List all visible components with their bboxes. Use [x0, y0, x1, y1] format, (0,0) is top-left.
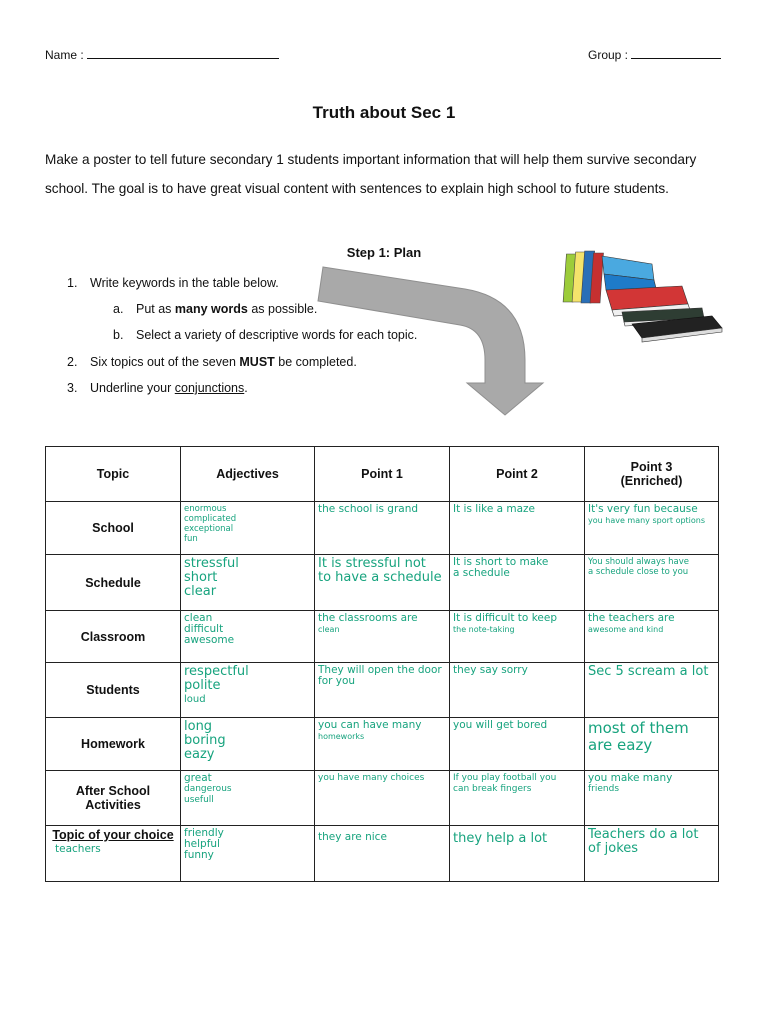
text-fragment: as possible.: [247, 302, 318, 316]
adjectives-cell[interactable]: [181, 502, 315, 555]
handwritten-text: It is like a maze: [453, 503, 536, 515]
handwritten-text: eazy: [184, 747, 215, 762]
list-number: b.: [113, 328, 124, 342]
table-header-row: [46, 447, 719, 502]
topic-cell: Classroom: [46, 611, 181, 663]
point3-cell[interactable]: [585, 502, 719, 555]
handwritten-text: complicated: [184, 514, 237, 524]
handwritten-text: for you: [318, 675, 356, 687]
handwritten-text: you make many: [588, 772, 673, 784]
topic-cell: Students: [46, 663, 181, 718]
handwritten-text: awesome and kind: [588, 625, 664, 634]
handwritten-text: a schedule close to you: [588, 567, 689, 577]
step-title: Step 1: Plan: [346, 245, 422, 260]
handwritten-text: helpful: [184, 838, 220, 850]
handwritten-text: fun: [184, 534, 198, 544]
list-number: 2.: [67, 355, 78, 369]
handwritten-text: dangerous: [184, 784, 232, 794]
handwritten-text: the school is grand: [318, 503, 419, 515]
topic-cell: [46, 771, 181, 826]
text-fragment: be completed.: [274, 355, 357, 369]
header-adjectives: Adjectives: [181, 447, 315, 502]
handwritten-text[interactable]: teachers: [55, 843, 101, 855]
header-point3-sub: (Enriched): [620, 474, 683, 488]
header-point1: Point 1: [315, 447, 450, 502]
point2-cell[interactable]: [450, 502, 585, 555]
point3-cell[interactable]: [585, 826, 719, 882]
handwritten-text: you will get bored: [453, 719, 548, 731]
handwritten-text: the teachers are: [588, 612, 675, 624]
list-item-text: Write keywords in the table below.: [90, 276, 279, 290]
table-row: [46, 502, 719, 555]
text-fragment: Put as: [136, 302, 175, 316]
handwritten-text: friendly: [184, 827, 224, 839]
handwritten-text: awesome: [184, 634, 235, 646]
point2-cell[interactable]: [450, 663, 585, 718]
point3-cell[interactable]: [585, 771, 719, 826]
handwritten-text: short: [184, 570, 218, 585]
group-field[interactable]: [588, 47, 721, 62]
stack-of-books-icon: [562, 246, 727, 346]
point3-cell[interactable]: [585, 611, 719, 663]
list-number: 3.: [67, 381, 78, 395]
group-line: [631, 47, 721, 59]
planning-table: [45, 446, 719, 882]
handwritten-text: they say sorry: [453, 664, 528, 676]
handwritten-text: clean: [318, 625, 340, 634]
point3-cell[interactable]: [585, 663, 719, 718]
curved-arrow-icon: [315, 265, 550, 420]
handwritten-text: of jokes: [588, 841, 639, 856]
handwritten-text: they are nice: [318, 831, 387, 843]
text-bold: many words: [174, 302, 248, 316]
handwritten-text: most of them: [588, 719, 689, 737]
handwritten-text: you have many choices: [318, 773, 425, 783]
handwritten-text: funny: [184, 849, 214, 861]
handwritten-text: It is short to make: [453, 556, 549, 568]
handwritten-text: polite: [184, 678, 221, 693]
list-item-text: Select a variety of descriptive words for each topic.: [136, 328, 418, 342]
adjectives-cell[interactable]: [181, 663, 315, 718]
table-row: [46, 718, 719, 771]
topic-line: After School: [75, 784, 151, 798]
adjectives-cell[interactable]: [181, 771, 315, 826]
handwritten-text: It's very fun because: [588, 503, 698, 515]
group-label: Group :: [588, 48, 629, 62]
header-topic: Topic: [46, 447, 181, 502]
handwritten-text: the note-taking: [453, 625, 515, 634]
topic-cell: Homework: [46, 718, 181, 771]
handwritten-text: friends: [588, 784, 620, 794]
handwritten-text: respectful: [184, 664, 249, 679]
point1-cell[interactable]: [315, 611, 450, 663]
text-underlined: conjunctions: [174, 381, 245, 395]
handwritten-text: clear: [184, 584, 217, 599]
adjectives-cell[interactable]: [181, 718, 315, 771]
handwritten-text: usefull: [184, 795, 214, 805]
point1-cell[interactable]: [315, 826, 450, 882]
handwritten-text: they help a lot: [453, 831, 548, 846]
topic-cell: School: [46, 502, 181, 555]
table-row: [46, 663, 719, 718]
name-line: [87, 47, 279, 59]
table-row: [46, 826, 719, 882]
list-item: [67, 276, 77, 290]
adjectives-cell[interactable]: [181, 555, 315, 611]
list-item-text: [136, 302, 317, 316]
handwritten-text: You should always have: [588, 557, 689, 567]
handwritten-text: you have many sport options: [588, 516, 706, 525]
table-row: [46, 555, 719, 611]
point2-cell[interactable]: [450, 555, 585, 611]
handwritten-text: can break fingers: [453, 784, 532, 794]
handwritten-text: Teachers do a lot: [588, 827, 699, 842]
handwritten-text: clean: [184, 612, 213, 624]
header-point3: [585, 447, 719, 502]
list-number: a.: [113, 302, 124, 316]
handwritten-text: the classrooms are: [318, 612, 418, 624]
list-number: 1.: [67, 276, 78, 290]
handwritten-text: enormous: [184, 504, 227, 514]
table-row: [46, 611, 719, 663]
point3-cell[interactable]: [585, 555, 719, 611]
point1-cell[interactable]: [315, 771, 450, 826]
handwritten-text: homeworks: [318, 732, 365, 741]
handwritten-text: difficult: [184, 623, 224, 635]
handwritten-text: a schedule: [453, 567, 510, 579]
intro-paragraph: Make a poster to tell future secondary 1 students important information that will help them survive secondary school. The goal is to have great visual content with sentences to explain high school to future students.: [45, 152, 697, 196]
handwritten-text: exceptional: [184, 524, 234, 534]
handwritten-text: you can have many: [318, 719, 422, 731]
point2-cell[interactable]: [450, 771, 585, 826]
point2-cell[interactable]: [450, 611, 585, 663]
handwritten-text: It is difficult to keep: [453, 612, 557, 624]
header-point3-label: Point 3: [630, 460, 673, 474]
handwritten-text: If you play football you: [453, 773, 557, 783]
handwritten-text: boring: [184, 733, 226, 748]
table-row: [46, 771, 719, 826]
handwritten-text: stressful: [184, 556, 239, 571]
handwritten-text: great: [184, 772, 212, 784]
handwritten-text: are eazy: [588, 736, 653, 754]
adjectives-cell[interactable]: [181, 826, 315, 882]
name-label: Name :: [45, 48, 84, 62]
point2-cell[interactable]: [450, 826, 585, 882]
point1-cell[interactable]: [315, 718, 450, 771]
handwritten-text: It is stressful not: [318, 556, 426, 571]
text-fragment: Underline your: [90, 381, 175, 395]
adjectives-cell[interactable]: [181, 611, 315, 663]
name-field[interactable]: [45, 47, 279, 62]
text-fragment: Six topics out of the seven: [90, 355, 240, 369]
header-point2: Point 2: [450, 447, 585, 502]
page-title: Truth about Sec 1: [312, 103, 456, 122]
point2-cell[interactable]: [450, 718, 585, 771]
point1-cell[interactable]: [315, 502, 450, 555]
handwritten-text: long: [184, 719, 213, 734]
point3-cell[interactable]: [585, 718, 719, 771]
text-fragment: .: [244, 381, 248, 395]
list-item-text: [90, 381, 248, 395]
topic-cell: [46, 826, 181, 882]
handwritten-text: loud: [184, 694, 206, 705]
text-bold: MUST: [239, 355, 275, 369]
handwritten-text: Sec 5 scream a lot: [588, 664, 709, 679]
point1-cell[interactable]: [315, 663, 450, 718]
handwritten-text: They will open the door: [318, 664, 442, 676]
point1-cell[interactable]: [315, 555, 450, 611]
topic-cell: Schedule: [46, 555, 181, 611]
topic-line: Activities: [85, 798, 141, 812]
topic-choice-label: Topic of your choice: [52, 828, 174, 842]
handwritten-text: to have a schedule: [318, 570, 442, 585]
